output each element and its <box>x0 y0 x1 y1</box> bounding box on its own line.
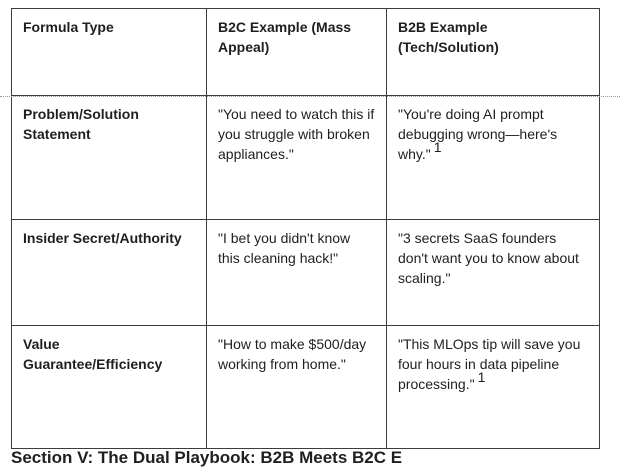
table-row <box>12 96 600 220</box>
b2c-example-cell: "How to make $500/day working from home." <box>207 326 387 449</box>
table-row <box>12 220 600 326</box>
header-b2c-example: B2C Example (Mass Appeal) <box>207 9 387 96</box>
b2b-example-cell <box>387 96 600 220</box>
b2b-example-cell: "3 secrets SaaS founders don't want you to know about scaling." <box>387 220 600 326</box>
table-row <box>12 326 600 449</box>
header-b2b-example: B2B Example (Tech/Solution) <box>387 9 600 96</box>
b2b-example-text: "You're doing AI prompt debugging wrong—here's why." <box>398 106 558 162</box>
b2c-example-cell: "You need to watch this if you struggle with broken appliances." <box>207 96 387 220</box>
footnote-marker[interactable]: 1 <box>433 139 442 155</box>
b2c-example-cell: "I bet you didn't know this cleaning hack!" <box>207 220 387 326</box>
formula-type-cell: Insider Secret/Authority <box>12 220 207 326</box>
b2b-example-text: "This MLOps tip will save you four hours in data pipeline processing." <box>398 336 581 392</box>
next-section-heading: Section V: The Dual Playbook: B2B Meets B2C E <box>11 448 403 467</box>
formula-type-cell: Problem/Solution Statement <box>12 96 207 220</box>
table-header-row <box>12 9 600 96</box>
header-formula-type: Formula Type <box>12 9 207 96</box>
formula-table <box>11 8 600 449</box>
footnote-marker[interactable]: 1 <box>477 369 486 385</box>
formula-type-cell: Value Guarantee/Efficiency <box>12 326 207 449</box>
b2b-example-cell <box>387 326 600 449</box>
page-break-rule <box>0 96 620 97</box>
